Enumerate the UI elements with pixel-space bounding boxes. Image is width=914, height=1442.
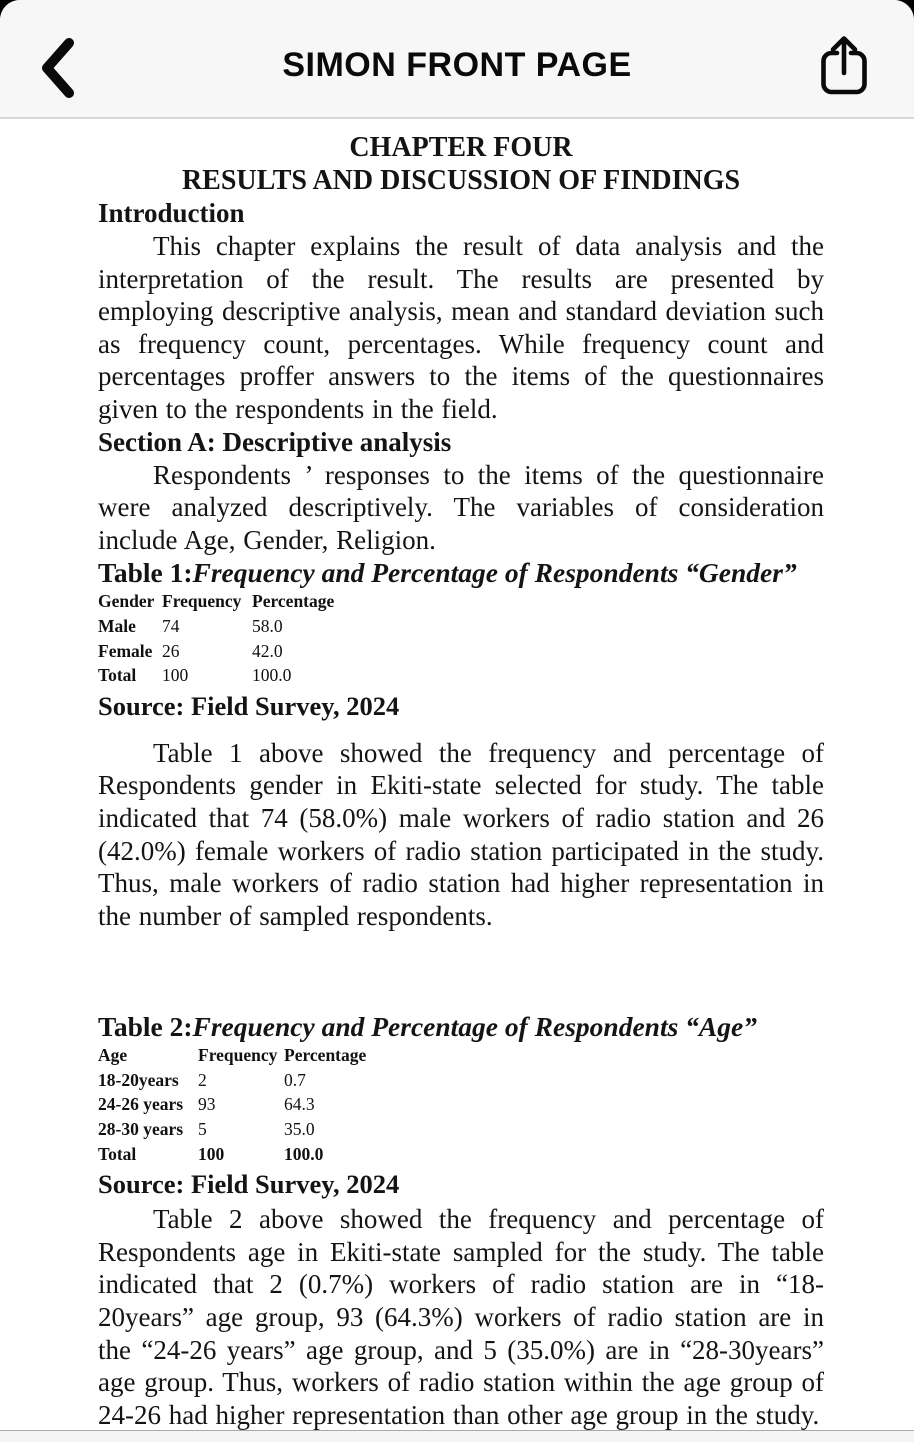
gender-table	[98, 589, 824, 687]
share-icon	[819, 35, 869, 100]
table2-caption	[98, 1010, 824, 1043]
intro-paragraph: This chapter explains the result of data analysis and the interpretation of the result. The results are presented by employing descriptive analysis, mean and standard deviation such as frequency count, percentages. While frequency count and percentages proffer answers to the items of the questionnaires given to the respondents in the field.	[98, 231, 824, 424]
table2-cell: 2	[198, 1069, 207, 1090]
table2-row	[98, 1142, 824, 1167]
chapter-heading: CHAPTER FOUR	[349, 132, 573, 163]
table2-cell: 24-26 years	[98, 1094, 184, 1115]
table1-row	[98, 639, 824, 664]
table2-header-cell: Age	[98, 1045, 128, 1066]
table2-header-cell: Percentage	[284, 1045, 367, 1066]
table1-label: Table 1:	[98, 557, 193, 589]
table1-cell: Male	[98, 615, 136, 636]
table1-cell: 58.0	[252, 615, 283, 636]
table1-cell: 100.0	[252, 665, 292, 686]
table2-header-row	[98, 1043, 824, 1068]
table2-label: Table 2:	[98, 1011, 193, 1043]
table2-cell: 28-30 years	[98, 1119, 184, 1140]
table1-cell: 42.0	[252, 640, 283, 661]
table2-cell: 35.0	[284, 1119, 315, 1140]
table2-cell: 64.3	[284, 1094, 315, 1115]
table1-cell: 100	[162, 665, 189, 686]
table2-cell: 5	[198, 1119, 207, 1140]
table1-header-row	[98, 589, 824, 614]
table2-cell: 100	[198, 1143, 225, 1164]
table1-cell: 26	[162, 640, 180, 661]
table1-source: Source: Field Survey, 2024	[98, 690, 400, 721]
table2-cell: 18-20years	[98, 1069, 179, 1090]
table1-cell: 74	[162, 615, 180, 636]
table1-header-cell: Frequency	[162, 591, 242, 612]
table2-cell: 93	[198, 1094, 216, 1115]
table2-header-cell: Frequency	[198, 1045, 278, 1066]
table1-cell: Total	[98, 665, 137, 686]
table1-row	[98, 663, 824, 688]
table1-caption-text: Frequency and Percentage of Respondents “Gender”	[192, 557, 797, 589]
table2-source: Source: Field Survey, 2024	[98, 1169, 400, 1200]
table1-discussion: Table 1 above showed the frequency and percentage of Respondents gender in Ekiti-state selected for study. The table indicated that 74 (58.0%) male workers of radio station and 26 (42.0%) female workers of radio station participated in the study. Thus, male workers of radio station had higher representation in the number of sampled respondents.	[98, 737, 824, 931]
table2-discussion: Table 2 above showed the frequency and percentage of Respondents age in Ekiti-state sampled for the study. The table indicated that 2 (0.7%) workers of radio station are in “18-20years” age group, 93 (64.3%) workers of radio station are in the “24-26 years” age group, and 5 (35.0%) are in “28-30years” age group. Thus, workers of radio station within the age group of 24-26 had higher representation than other age group in the study.	[98, 1204, 824, 1430]
chapter-subheading: RESULTS AND DISCUSSION OF FINDINGS	[181, 165, 741, 196]
document-content[interactable]	[0, 119, 914, 1431]
age-table	[98, 1043, 824, 1166]
table2-cell: 0.7	[284, 1069, 306, 1090]
intro-heading: Introduction	[98, 198, 245, 228]
table2-row	[98, 1068, 824, 1093]
table1-cell: Female	[98, 640, 153, 661]
share-button[interactable]	[814, 30, 874, 104]
table2-row	[98, 1117, 824, 1142]
table2-row	[98, 1092, 824, 1117]
table2-cell: 100.0	[284, 1143, 324, 1164]
section-a-paragraph: Respondents ’ responses to the items of the questionnaire were analyzed descriptively. The variables of consideration include Age, Gender, Religion.	[98, 459, 824, 555]
page-title: SIMON FRONT PAGE	[282, 46, 632, 84]
navigation-bar	[0, 0, 914, 119]
table1-header-cell: Gender	[98, 591, 155, 612]
table2-cell: Total	[98, 1143, 137, 1164]
section-a-heading: Section A: Descriptive analysis	[98, 426, 452, 457]
table1-caption	[98, 556, 824, 589]
table1-header-cell: Percentage	[252, 591, 335, 612]
table2-caption-text: Frequency and Percentage of Respondents “Age”	[192, 1011, 757, 1043]
bottom-toolbar-edge	[0, 1430, 914, 1442]
table1-row	[98, 614, 824, 639]
spacer	[98, 932, 824, 1010]
